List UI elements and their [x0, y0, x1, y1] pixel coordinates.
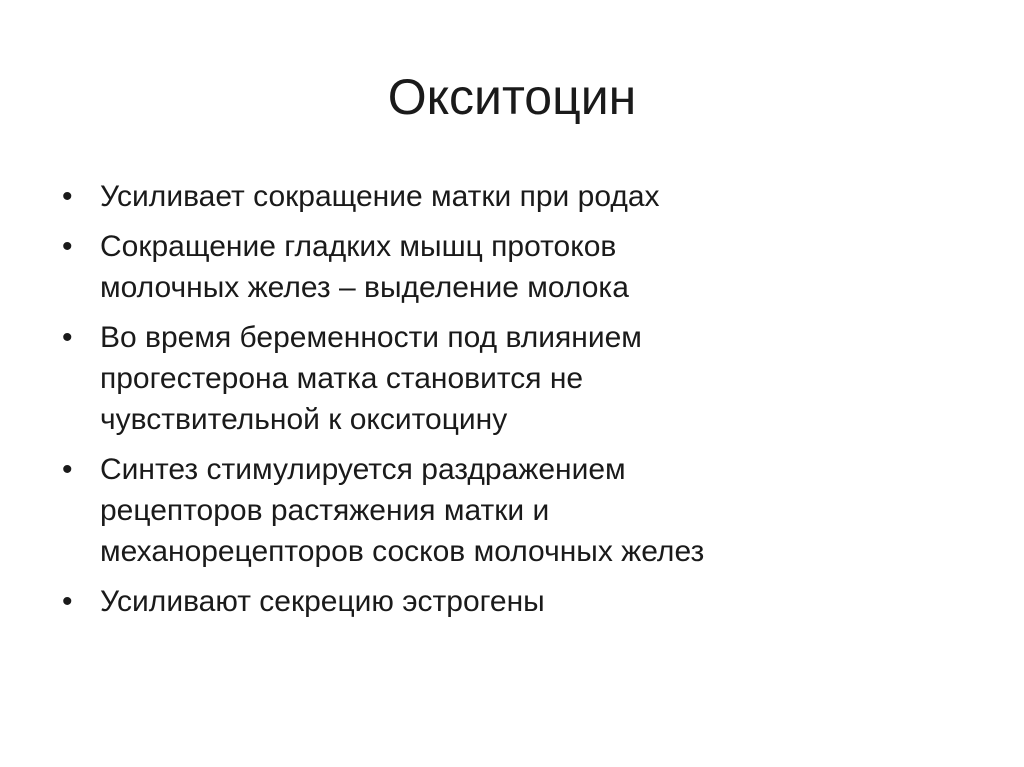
bullet-text-line: Усиливают секрецию эстрогены — [100, 585, 545, 618]
bullet-text-line: Во время беременности под влиянием — [100, 321, 642, 354]
bullet-marker: • — [62, 585, 73, 618]
bullet-marker: • — [62, 453, 73, 486]
bullet-text-line: молочных желез – выделение молока — [100, 271, 629, 304]
bullet-list — [62, 176, 982, 631]
bullet-text-line: Усиливает сокращение матки при родах — [100, 180, 660, 213]
bullet-marker: • — [62, 180, 73, 213]
bullet-text-line: рецепторов растяжения матки и — [100, 494, 550, 527]
bullet-text-line: прогестерона матка становится не — [100, 362, 584, 395]
bullet-text-line: Сокращение гладких мышц протоков — [100, 230, 617, 263]
bullet-item — [62, 176, 982, 217]
bullet-item — [62, 449, 982, 572]
slide-title: Окситоцин — [387, 69, 637, 125]
bullet-text-line: механорецепторов сосков молочных желез — [100, 535, 705, 568]
bullet-item — [62, 226, 982, 308]
bullet-item — [62, 317, 982, 440]
bullet-marker: • — [62, 321, 73, 354]
bullet-item — [62, 581, 982, 622]
bullet-text-line: чувствительной к окситоцину — [100, 403, 508, 436]
bullet-marker: • — [62, 230, 73, 263]
bullet-text-line: Синтез стимулируется раздражением — [100, 453, 626, 486]
